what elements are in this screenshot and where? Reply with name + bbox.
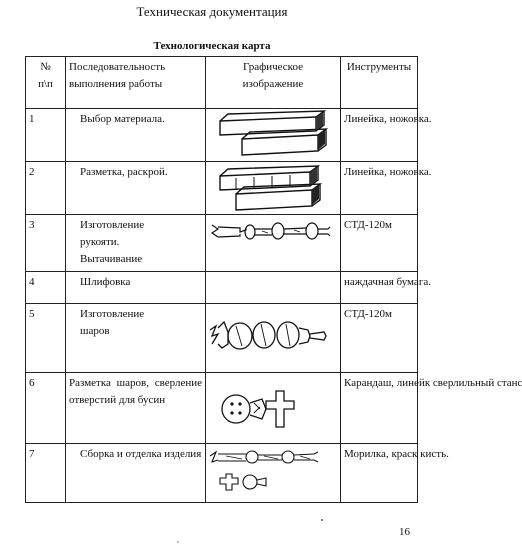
row-step: Шлифовка bbox=[66, 272, 206, 304]
row-tools: наждачная бумага. bbox=[341, 272, 418, 304]
page-number: 16 bbox=[399, 526, 410, 538]
row-step: Выбор материала. bbox=[66, 109, 206, 162]
row-step: Изготовление рукояти. Вытачивание bbox=[66, 215, 206, 272]
row-number: 1 bbox=[26, 109, 66, 162]
row-number: 2 bbox=[26, 162, 66, 215]
row-number: 5 bbox=[26, 304, 66, 373]
row-tools: Линейка, ножовка. bbox=[341, 162, 418, 215]
row-step: Сборка и отделка изделия bbox=[66, 444, 206, 503]
row-step: Изготовление шаров bbox=[66, 304, 206, 373]
row-number: 4 bbox=[26, 272, 66, 304]
row-tools: Линейка, ножовка. bbox=[341, 109, 418, 162]
table-title: Технологическая карта bbox=[153, 40, 271, 52]
header-num: № п\п bbox=[26, 57, 66, 109]
header-sequence: Последовательность выполнения работы bbox=[66, 57, 206, 109]
document-title: Техническая документация bbox=[136, 4, 288, 19]
row-tools: Карандаш, линейк сверлильный станс bbox=[341, 373, 418, 444]
row-step: Разметка шаров, сверление отверстий для бусин bbox=[66, 373, 206, 444]
row-number: 6 bbox=[26, 373, 66, 444]
row-tools: СТД-120м bbox=[341, 215, 418, 272]
row-number: 7 bbox=[26, 444, 66, 503]
row-tools: Морилка, краск кисть. bbox=[341, 444, 418, 503]
row-number: 3 bbox=[26, 215, 66, 272]
row-step: Разметка, раскрой. bbox=[66, 162, 206, 215]
row-tools: СТД-120м bbox=[341, 304, 418, 373]
header-graphic: Графическое изображение bbox=[206, 57, 341, 109]
header-tools: Инструменты bbox=[341, 57, 418, 109]
